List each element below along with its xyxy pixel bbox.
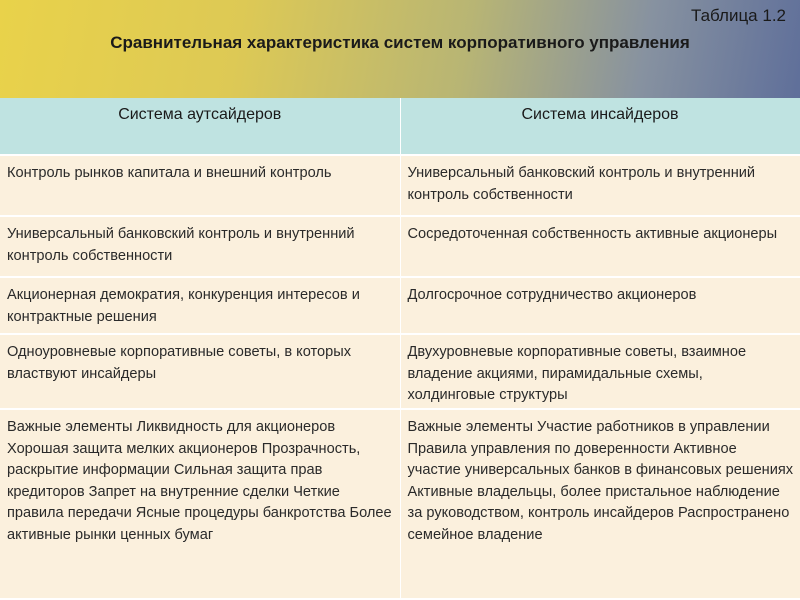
slide-header — [0, 0, 800, 98]
table-cell: Контроль рынков капитала и внешний контроль — [0, 155, 400, 216]
table-cell: Одноуровневые корпоративные советы, в которых властвуют инсайдеры — [0, 334, 400, 409]
table-row — [0, 155, 800, 216]
table-number: Таблица 1.2 — [690, 6, 786, 25]
table-cell: Важные элементы Ликвидность для акционеров Хорошая защита мелких акционеров Прозрачность, раскрытие информации Сильная защита прав кредиторов Запрет на внутренние сделки Четкие правила передачи Ясные процедуры банкротства Более активные рынки ценных бумаг — [0, 409, 400, 599]
table-header-row — [0, 98, 800, 155]
table-cell: Сосредоточенная собственность активные акционеры — [400, 216, 800, 277]
comparison-table — [0, 98, 800, 600]
table-row — [0, 334, 800, 409]
table-cell: Двухуровневые корпоративные советы, взаимное владение акциями, пирамидальные схемы, холдинговые структуры — [400, 334, 800, 409]
table-cell: Универсальный банковский контроль и внутренний контроль собственности — [0, 216, 400, 277]
column-header-outsiders: Система аутсайдеров — [0, 98, 400, 155]
table-cell: Долгосрочное сотрудничество акционеров — [400, 277, 800, 334]
table-row — [0, 409, 800, 599]
table-cell: Важные элементы Участие работников в управлении Правила управления по доверенности Активное участие универсальных банков в финансовых решениях Активные владельцы, более пристальное наблюдение за руководством, контроль инсайдеров Распространено семейное владение — [400, 409, 800, 599]
table-row — [0, 277, 800, 334]
table-cell: Универсальный банковский контроль и внутренний контроль собственности — [400, 155, 800, 216]
column-header-insiders: Система инсайдеров — [400, 98, 800, 155]
table-cell: Акционерная демократия, конкуренция интересов и контрактные решения — [0, 277, 400, 334]
table-row — [0, 216, 800, 277]
page-title: Сравнительная характеристика систем корпоративного управления — [110, 33, 690, 52]
